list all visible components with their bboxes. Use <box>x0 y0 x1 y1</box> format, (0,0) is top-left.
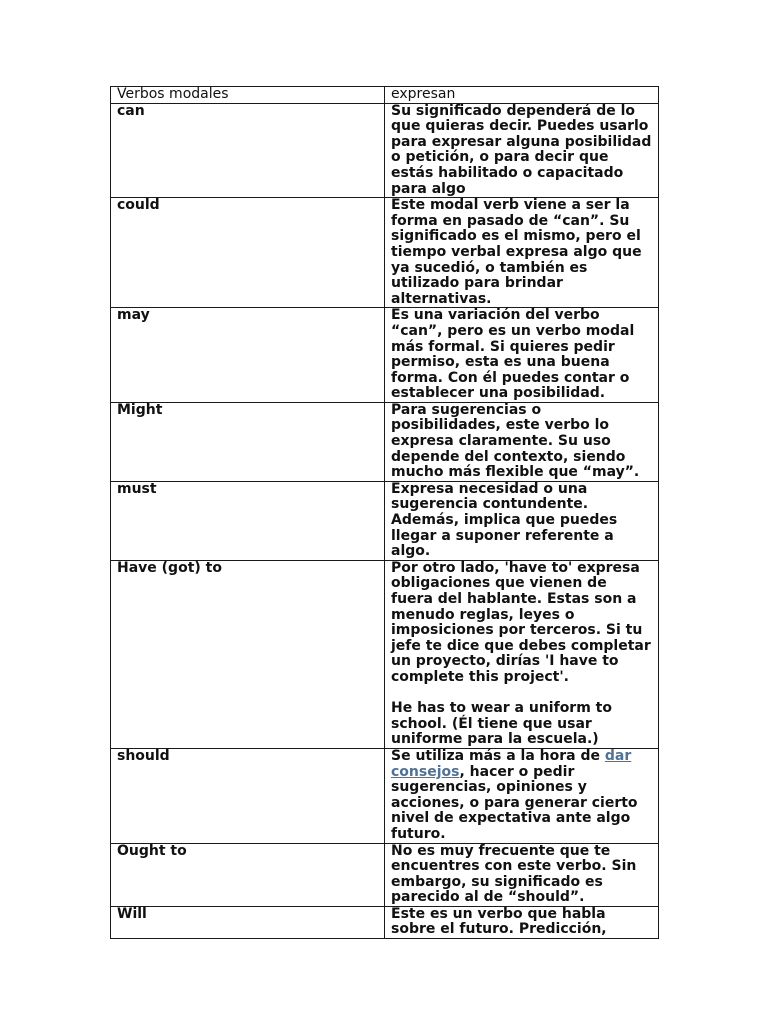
description-cell: Este es un verbo que habla sobre el futuro. Predicción, <box>385 906 659 938</box>
description-cell: Su significado dependerá de lo que quieras decir. Puedes usarlo para expresar alguna posibilidad o petición, o para decir que estás habilitado o capacitado para algo <box>385 103 659 198</box>
description-text: , hacer o pedir sugerencias, opiniones y acciones, o para generar cierto nivel de expectativa ante algo futuro. <box>391 763 638 842</box>
description-cell: Para sugerencias o posibilidades, este verbo lo expresa claramente. Su uso depende del contexto, siendo mucho más flexible que “may”. <box>385 402 659 481</box>
verb-cell: Have (got) to <box>111 560 385 748</box>
table-row <box>111 103 659 198</box>
description-cell: No es muy frecuente que te encuentres con este verbo. Sin embargo, su significado es parecido al de “should”. <box>385 843 659 906</box>
description-text: Se utiliza más a la hora de <box>391 747 605 764</box>
header-verbs: Verbos modales <box>111 87 385 104</box>
table-row <box>111 402 659 481</box>
table-row <box>111 198 659 308</box>
header-expresan: expresan <box>385 87 659 104</box>
verb-cell: may <box>111 308 385 403</box>
table-row <box>111 481 659 560</box>
table-row <box>111 906 659 938</box>
table-row <box>111 843 659 906</box>
description-cell <box>385 748 659 843</box>
table-row <box>111 748 659 843</box>
description-cell: Este modal verb viene a ser la forma en pasado de “can”. Su significado es el mismo, pero el tiempo verbal expresa algo que ya sucedió, o también es utilizado para brindar alternativas. <box>385 198 659 308</box>
description-cell: Expresa necesidad o una sugerencia contundente. Además, implica que puedes llegar a suponer referente a algo. <box>385 481 659 560</box>
table-header-row <box>111 87 659 104</box>
dar-consejos-link[interactable]: dar consejos <box>391 747 632 780</box>
verb-cell: must <box>111 481 385 560</box>
verb-cell: Ought to <box>111 843 385 906</box>
example-paragraph: He has to wear a uniform to school. (Él tiene que usar uniforme para la escuela.) <box>391 700 612 748</box>
table-row <box>111 560 659 748</box>
description-paragraph: Por otro lado, 'have to' expresa obligaciones que vienen de fuera del hablante. Estas son a menudo reglas, leyes o imposiciones por terceros. Si tu jefe te dice que debes completar un proyecto, dirías 'I have to complete this project'. <box>391 559 651 685</box>
verb-cell: should <box>111 748 385 843</box>
table-row <box>111 308 659 403</box>
verb-cell: could <box>111 198 385 308</box>
modal-verbs-table <box>110 86 659 939</box>
description-cell: Es una variación del verbo “can”, pero es un verbo modal más formal. Si quieres pedir permiso, esta es una buena forma. Con él puedes contar o establecer una posibilidad. <box>385 308 659 403</box>
verb-cell: Might <box>111 402 385 481</box>
verb-cell: Will <box>111 906 385 938</box>
description-cell <box>385 560 659 748</box>
verb-cell: can <box>111 103 385 198</box>
